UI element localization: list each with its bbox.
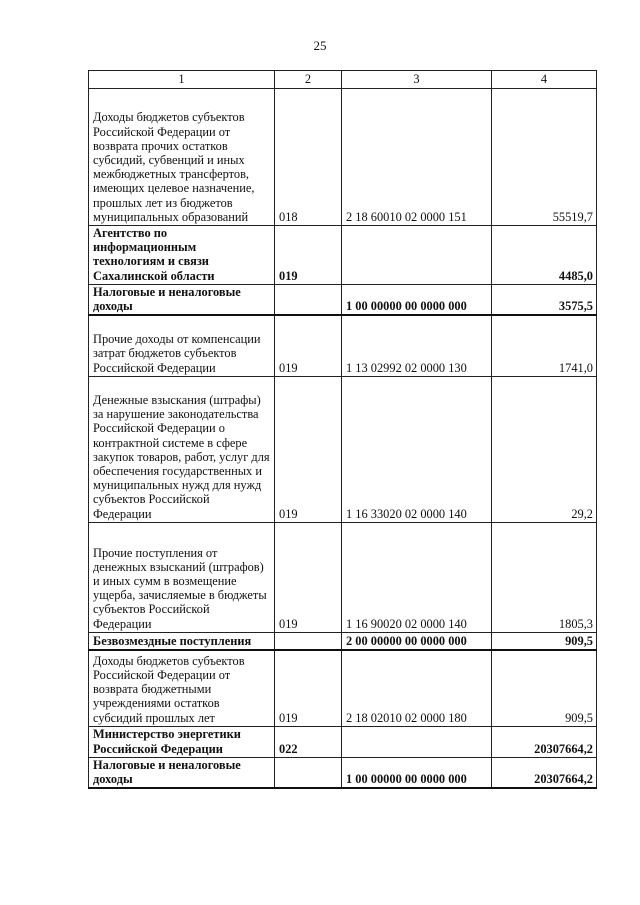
row-admin-code: 019	[275, 226, 342, 285]
row-admin-code: 022	[275, 726, 342, 757]
table-row	[89, 89, 597, 226]
table-row	[89, 226, 597, 285]
row-name: Агентство по информационным технологиям и связи Сахалинской области	[89, 226, 275, 285]
row-amount: 3575,5	[492, 284, 597, 315]
row-admin-code: 019	[275, 376, 342, 522]
row-admin-code: 019	[275, 522, 342, 632]
row-budget-code	[342, 726, 492, 757]
row-admin-code: 019	[275, 315, 342, 376]
row-admin-code: 018	[275, 89, 342, 226]
table-row	[89, 284, 597, 315]
page-number: 25	[313, 38, 327, 53]
row-name: Доходы бюджетов субъектов Российской Федерации от возврата прочих остатков субсидий, субвенций и иных межбюджетных трансфертов, имеющих целевое назначение, прошлых лет из бюджетов муниципальных образований	[89, 89, 275, 226]
header-col-4: 4	[492, 71, 597, 89]
row-budget-code: 1 16 90020 02 0000 140	[342, 522, 492, 632]
row-name: Безвозмездные поступления	[89, 632, 275, 650]
row-name: Прочие поступления от денежных взысканий (штрафов) и иных сумм в возмещение ущерба, зачисляемые в бюджеты субъектов Российской Федерации	[89, 522, 275, 632]
row-amount: 1805,3	[492, 522, 597, 632]
row-name: Налоговые и неналоговые доходы	[89, 757, 275, 788]
table-row	[89, 757, 597, 788]
table-row	[89, 632, 597, 650]
row-name: Налоговые и неналоговые доходы	[89, 284, 275, 315]
row-admin-code	[275, 284, 342, 315]
row-name: Министерство энергетики Российской Федерации	[89, 726, 275, 757]
row-amount: 909,5	[492, 650, 597, 726]
row-budget-code: 2 18 60010 02 0000 151	[342, 89, 492, 226]
row-admin-code	[275, 632, 342, 650]
revenue-table	[88, 70, 597, 789]
row-budget-code: 1 13 02992 02 0000 130	[342, 315, 492, 376]
row-budget-code: 2 00 00000 00 0000 000	[342, 632, 492, 650]
table-row	[89, 376, 597, 522]
header-col-2: 2	[275, 71, 342, 89]
row-budget-code: 2 18 02010 02 0000 180	[342, 650, 492, 726]
table-row	[89, 726, 597, 757]
row-name: Доходы бюджетов субъектов Российской Федерации от возврата бюджетными учреждениями остатков субсидий прошлых лет	[89, 650, 275, 726]
row-budget-code: 1 00 00000 00 0000 000	[342, 284, 492, 315]
row-amount: 909,5	[492, 632, 597, 650]
row-admin-code	[275, 757, 342, 788]
table-row	[89, 522, 597, 632]
row-name: Денежные взыскания (штрафы) за нарушение законодательства Российской Федерации о контрактной системе в сфере закупок товаров, работ, услуг для обеспечения государственных и муниципальных нужд для нужд субъектов Российской Федерации	[89, 376, 275, 522]
row-amount: 29,2	[492, 376, 597, 522]
header-col-3: 3	[342, 71, 492, 89]
row-amount: 20307664,2	[492, 757, 597, 788]
row-admin-code: 019	[275, 650, 342, 726]
table-row	[89, 650, 597, 726]
row-amount: 55519,7	[492, 89, 597, 226]
row-budget-code	[342, 226, 492, 285]
row-name: Прочие доходы от компенсации затрат бюджетов субъектов Российской Федерации	[89, 315, 275, 376]
header-row	[89, 71, 597, 89]
row-budget-code: 1 00 00000 00 0000 000	[342, 757, 492, 788]
row-amount: 1741,0	[492, 315, 597, 376]
row-budget-code: 1 16 33020 02 0000 140	[342, 376, 492, 522]
row-amount: 4485,0	[492, 226, 597, 285]
row-amount: 20307664,2	[492, 726, 597, 757]
header-col-1: 1	[89, 71, 275, 89]
table-row	[89, 315, 597, 376]
